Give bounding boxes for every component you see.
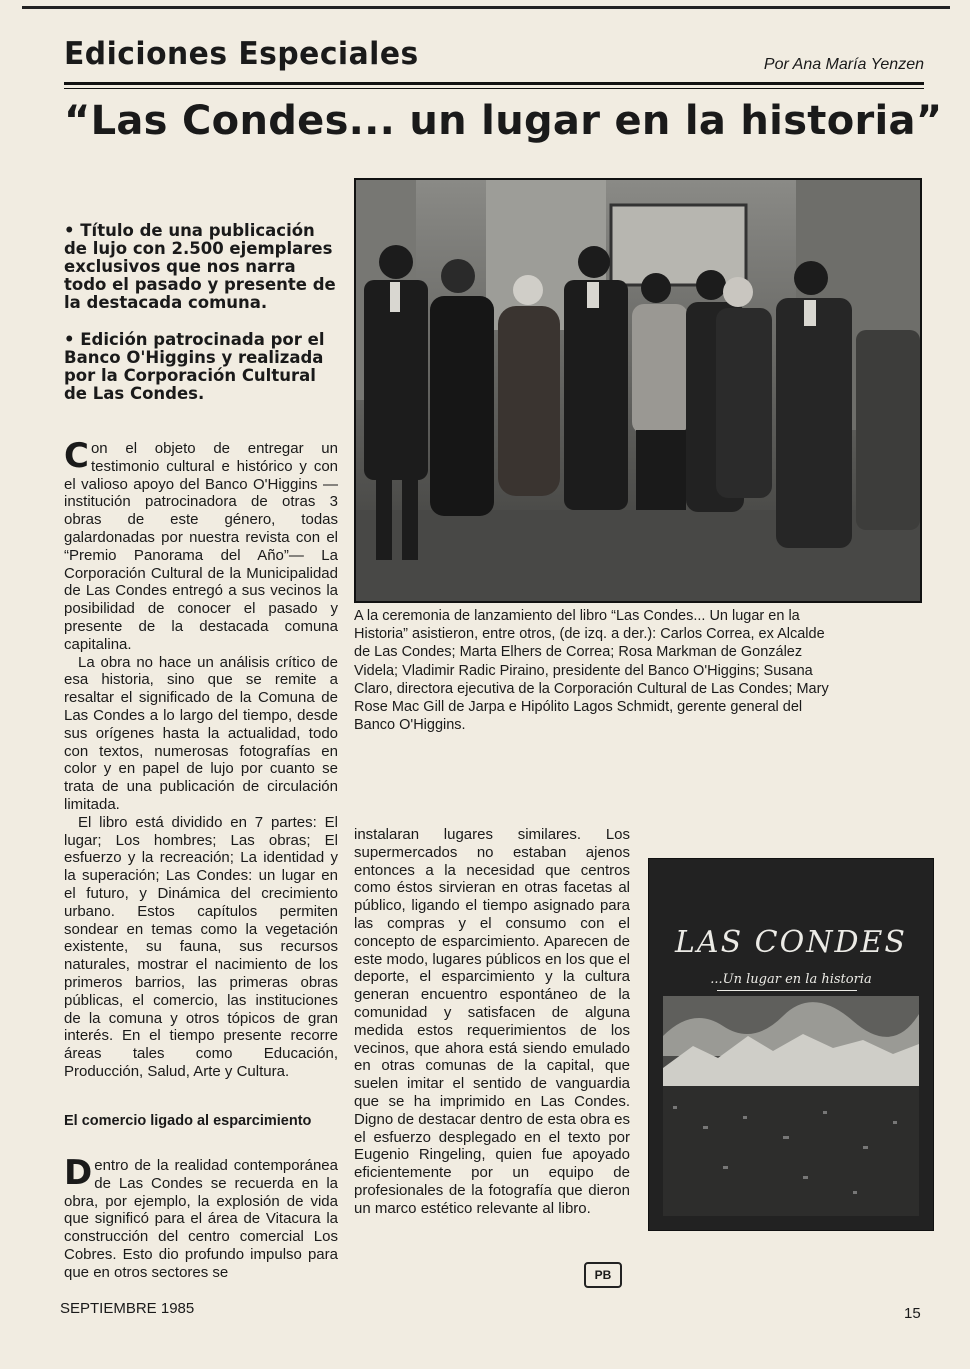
group-photo-illustration	[356, 180, 920, 601]
lead-point-2: • Edición patrocinada por el Banco O'Higgins y realizada por la Corporación Cultural de Las Condes.	[64, 330, 325, 403]
book-cover	[648, 858, 934, 1231]
book-title: LAS CONDES	[675, 925, 907, 960]
event-photo	[354, 178, 922, 603]
byline: Por Ana María Yenzen	[763, 56, 924, 73]
page-number: 15	[904, 1305, 921, 1322]
book-subtitle-rule	[717, 990, 857, 991]
publisher-mark: PB	[584, 1262, 622, 1288]
header-rule	[64, 82, 924, 85]
photo-caption: A la ceremonia de lanzamiento del libro “Las Condes... Un lugar en la Historia” asistieron, entre otros, (de izq. a der.): Carlos Correa, ex Alcalde de Las Condes; Marta Elhers de Correa; Rosa Markman de González Videla; Vladimir Radic Piraino, presidente del Banco O'Higgins; Susana Claro, directora ejecutiva de la Corporación Cultural de Las Condes; Mary Rose Mac Gill de Jarpa e Hipólito Lagos Schmidt, gerente general del Banco O'Higgins.	[354, 608, 829, 734]
top-rule	[22, 6, 950, 9]
subheading: El comercio ligado al esparcimiento	[64, 1113, 312, 1129]
column-1-body	[64, 436, 338, 1081]
paragraph-2: La obra no hace un análisis crítico de esa historia, sino que se remite a resaltar el significado de la Comuna de Las Condes a lo largo del tiempo, desde sus orígenes hasta la actualidad, todo con textos, numerosas fotografías en color y en papel de lujo por cuanto se trata de una publicación de circulación limitada.	[64, 653, 338, 813]
header-rule-thin	[64, 88, 924, 89]
paragraph-1: Con el objeto de entregar un testimonio cultural e histórico y con el valioso apoyo del Banco O'Higgins —institución patrocinadora de otras 3 obras de este género, todas galardonadas por nuestra revista con el “Premio Panorama del Año”— La Corporación Cultural de la Municipalidad de Las Condes entregó a sus vecinos la posibilidad de conocer el pasado y presente de la destacada comuna capitalina.	[64, 436, 338, 653]
column-1-continued	[64, 1153, 338, 1282]
book-cover-landscape	[663, 996, 919, 1216]
paragraph-4: Dentro de la realidad contemporánea de Las Condes se recuerda en la obra, por ejemplo, la explosión de vida que significó para el área de Vitacura la construcción del centro comercial Los Cobres. Esto dio profundo impulso para que en otros sectores se	[64, 1153, 338, 1281]
column-2-body	[354, 826, 630, 1218]
section-title: Ediciones Especiales	[64, 36, 419, 72]
paragraph-5: instalaran lugares similares. Los supermercados no estaban ajenos entonces a la necesidad que centros como éstos sirvieran en otras facetas al público, ligando el tiempo asignado para las compras y el consumo con el concepto de esparcimiento. Aparecen de este modo, lugares públicos en los que el deporte, el esparcimiento y la cultura generan encuentro espontáneo de la comunidad y satisfacen de alguna medida estos requerimientos de los vecinos, que ahora está siendo emulado en otras comunas de la capital, que suelen imitar el sentido de vanguardia que se ha imprimido en Las Condes. Digno de destacar dentro de esta obra es el esfuerzo desplegado en el texto por Eugenio Ringeling, quien fue apoyado eficientemente por un equipo de profesionales de la fotografía que dieron un marco estético relevante al libro.	[354, 826, 631, 1217]
lead-point-1: • Título de una publicación de lujo con 2.500 ejemplares exclusivos que nos narra todo el pasado y presente de la destacada comuna.	[64, 221, 336, 312]
footer-date: SEPTIEMBRE 1985	[60, 1300, 195, 1317]
paragraph-3: El libro está dividido en 7 partes: El lugar; Los hombres; Las obras; El esfuerzo y la recreación; La identidad y la superación; Las Condes: un lugar en el futuro, y Dinámica del crecimiento urbano. Estos capítulos permiten sondear en temas como la vegetación existente, su fauna, sus recursos naturales, mostrar el nacimiento de los primeros barrios, las primeras obras públicas, el comercio, las instituciones de la comuna y otros tópicos de gran interés. En el tiempo presente recorre áreas tales como Educación, Producción, Salud, Arte y Cultura.	[64, 813, 338, 1080]
book-subtitle: ...Un lugar en la historia	[710, 972, 872, 987]
drop-cap-d: D	[64, 1153, 93, 1193]
headline: “Las Condes... un lugar en la historia”	[64, 98, 943, 144]
drop-cap: C	[64, 436, 89, 476]
